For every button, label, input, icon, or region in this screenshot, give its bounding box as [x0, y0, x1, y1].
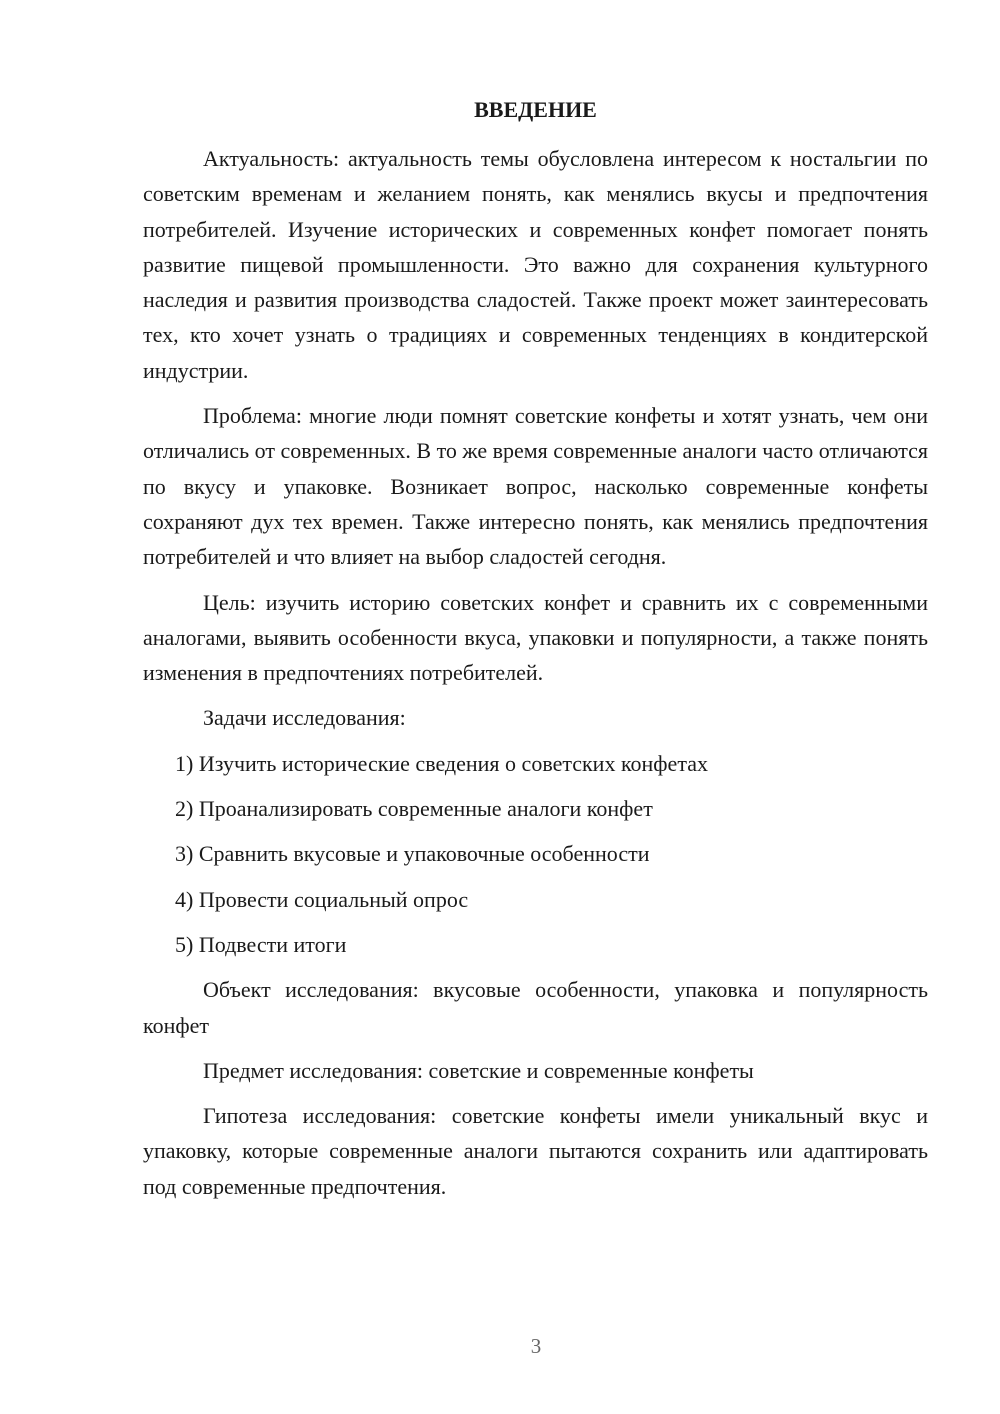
task-item: 5) Подвести итоги — [175, 931, 347, 957]
tasks-list — [143, 746, 928, 962]
hypothesis-paragraph: Гипотеза исследования: советские конфеты имели уникальный вкус и упаковку, которые современные аналоги пытаются сохранить или адаптировать под современные предпочтения. — [143, 1103, 928, 1199]
goal-paragraph: Цель: изучить историю советских конфет и сравнить их с современными аналогами, выявить особенности вкуса, упаковки и популярности, а также понять изменения в предпочтениях потребителей. — [143, 589, 928, 686]
task-item: 1) Изучить исторические сведения о советских конфетах — [175, 750, 708, 776]
section-title: ВВЕДЕНИЕ — [474, 97, 597, 122]
subject-paragraph: Предмет исследования: советские и современные конфеты — [203, 1057, 754, 1083]
task-item: 4) Провести социальный опрос — [175, 886, 469, 912]
problem-paragraph: Проблема: многие люди помнят советские конфеты и хотят узнать, чем они отличались от современных. В то же время современные аналоги часто отличаются по вкусу и упаковке. Возникает вопрос, насколько современные конфеты сохраняют дух тех времен. Также интересно понять, как менялись предпочтения потребителей и что влияет на выбор сладостей сегодня. — [143, 403, 928, 570]
page-number: 3 — [530, 1334, 542, 1358]
task-item: 3) Сравнить вкусовые и упаковочные особенности — [175, 841, 650, 867]
object-paragraph: Объект исследования: вкусовые особенности, упаковка и популярность конфет — [143, 977, 928, 1038]
tasks-heading: Задачи исследования: — [203, 705, 406, 731]
relevance-paragraph: Актуальность: актуальность темы обусловлена интересом к ностальгии по советским временам и желанием понять, как менялись вкусы и предпочтения потребителей. Изучение исторических и современных конфет помогает понять развитие пищевой промышленности. Это важно для сохранения культурного наследия и развития производства сладостей. Также проект может заинтересовать тех, кто хочет узнать о традициях и современных тенденциях в кондитерской индустрии. — [143, 146, 928, 383]
task-item: 2) Проанализировать современные аналоги конфет — [175, 796, 653, 822]
document-page — [143, 95, 928, 1214]
